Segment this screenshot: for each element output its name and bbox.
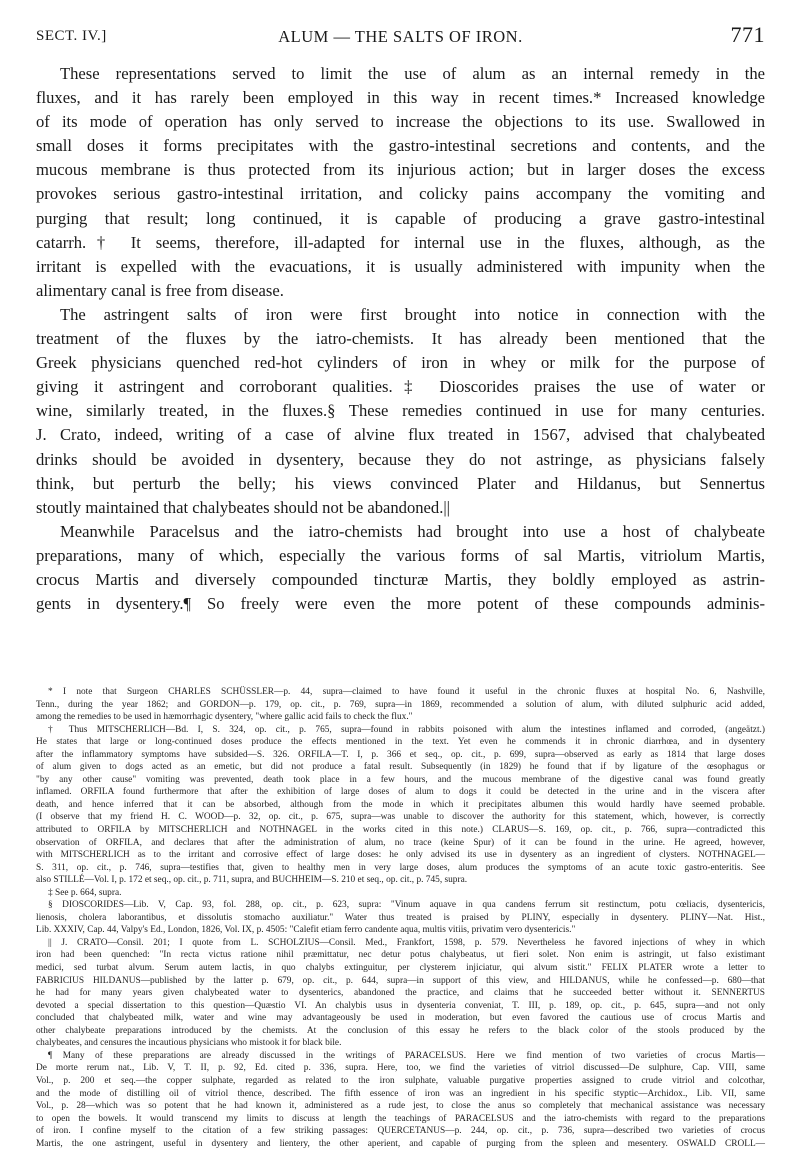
body-line: The astringent salts of iron were first brought into notice in connection with the bbox=[60, 304, 765, 324]
footnote-line: Vol., p. 28—which was so potent that he had known it, administered as a rude jest, to close the anus so completely that mechanical assistance was necessary bbox=[36, 1101, 765, 1112]
footnote-line: observation of ORFILA, and declares that after the administration of alum, no trace (keine Spur) of it can be found in the urine. He agreed, however, bbox=[36, 837, 765, 848]
footnotes bbox=[36, 686, 765, 1150]
page-number: 771 bbox=[730, 22, 765, 47]
body-line: J. Crato, indeed, writing of a case of alvine flux treated in 1567, advised that chalybeated bbox=[36, 425, 765, 445]
footnote bbox=[36, 724, 765, 887]
body-line: of its mode of operation has only served to increase the objections to its use. Swallowed in bbox=[36, 112, 765, 132]
footnote bbox=[36, 937, 765, 1050]
footnote-line: and the mode of distilling oil of vitriol thence, described. The fifth essence of iron was an ingredient in his specific styptic—Archidox., Lib. VII, same bbox=[36, 1088, 765, 1099]
body-line: wine, similarly treated, in the fluxes.§ These remedies continued in use for many centuries. bbox=[36, 401, 765, 421]
footnote-line: || J. CRATO—Consil. 201; I quote from L. SCHOLZIUS—Consil. Med., Frankfort, 1598, p. 579. Nevertheless he favored injections of whey in which bbox=[48, 937, 765, 948]
footnote-line: Vol., p. 200 et seq.—the copper sulphate, regarded as related to the iron sulphate, valuable purgative properties assigned to crude vitriol and colcothar, bbox=[36, 1075, 765, 1086]
footnote-line: "by any other cause" vomiting was prevented, death took place in a few hours, and the mucous membrane of the digestive canal was found greatly bbox=[36, 774, 765, 785]
footnote-line: Lib. XXXIV, Cap. 44, Valpy's Ed., London, 1826, Vol. IX, p. 4505: "Calefit etiam ferro candente aqua, multis vitiis, privatim vero dysentericis." bbox=[36, 925, 576, 936]
body-line: gents in dysentery.¶ So freely were even the more potent of these compounds adminis- bbox=[36, 594, 765, 614]
footnote-line: medici, sed turbat alvum. Serum autem lactis, in quo chalybs extinguitur, per clysterem injiciatur, qui alvum sistit." FELIX PLATER wrote a letter to bbox=[36, 963, 765, 974]
footnote-line: of alum given to dogs acted as an emetic, but did not produce a fatal result. Subsequently (in 1829) he found that if by ligature of the œsophagus or bbox=[36, 762, 765, 773]
section-label: SECT. IV.] bbox=[36, 28, 107, 44]
body-line: purging that result; long continued, it is capable of producing a grave gastro-intestinal bbox=[36, 208, 765, 228]
footnote bbox=[36, 899, 765, 937]
footnote-line: among the remedies to be used in hæmorrhagic dysentery, "where gallic acid fails to check the flux." bbox=[36, 712, 413, 723]
body-line: stoutly maintained that chalybeates should not be abandoned.|| bbox=[36, 497, 451, 517]
footnote-line: other chalybeate preparations introduced by the chemists. At the conclusion of this essay he refers to the black color of the stools produced by the bbox=[36, 1025, 765, 1036]
page bbox=[36, 22, 765, 616]
body-line: alimentary canal is free from disease. bbox=[36, 280, 284, 300]
body-line: Greek physicians quenched red-hot cylinders of iron in whey or milk for the purpose of bbox=[36, 353, 765, 373]
running-title: ALUM — THE SALTS OF IRON. bbox=[278, 27, 523, 46]
footnote-line: he had for many years given chalybeated water to dysenterics, abandoned the practice, and claims that he succeeded better without it. SENNERTUS bbox=[36, 988, 765, 999]
footnote-line: with MITSCHERLICH as to the irritant and corrosive effect of large doses: he only advised its use in dysentery as an ingredient of clysters. NOTHNAGEL— bbox=[36, 850, 765, 861]
footnote bbox=[36, 686, 765, 724]
body-line: small doses it forms precipitates with the gastro-intestinal secretions and contents, and the bbox=[36, 136, 765, 156]
footnote-line: De morte rerum nat., Lib. V, T. II, p. 92, Ed. cited p. 336, supra. Here, too, we find the varieties of vitriol discussed—De sulphure, Cap. VIII, same bbox=[36, 1063, 765, 1074]
body-line: These representations served to limit the use of alum as an internal remedy in the bbox=[60, 64, 765, 83]
footnote-line: chalybeates, and censures the incautious physicians who mistook it for black bile. bbox=[36, 1038, 342, 1049]
body-text bbox=[36, 62, 765, 616]
footnote-line: devoted a special dissertation to this question—Quæstio VI. An chalybis usus in dysenteria conveniat, T. III, p. 189, op. cit., p. 645, supra—and not only bbox=[36, 1000, 765, 1011]
body-line: Meanwhile Paracelsus and the iatro-chemists had brought into use a host of chalybeate bbox=[60, 521, 765, 541]
footnote-line: of iron. I confine myself to the citation of a few striking passages: QUERCETANUS—p. 244, op. cit., p. 736, supra—described two varieties of crocus bbox=[36, 1126, 765, 1137]
body-line: think, but perturb the belly; his views convinced Plater and Hildanus, but Sennertus bbox=[36, 473, 765, 493]
footnote-line: death, and hence inferred that it can be absorbed, although from the mode in which it precipitates albumen this would hardly have seemed probable. bbox=[36, 799, 765, 810]
body-line: irritant is expelled with the evacuations, it is usually administered with impunity when the bbox=[36, 256, 765, 276]
body-line: drinks should be avoided in dysentery, because they do not astringe, as physicians falsely bbox=[36, 449, 765, 469]
body-line: crocus Martis and diversely compounded tincturæ Martis, they boldly employed as astrin- bbox=[36, 569, 765, 589]
footnote-line: also STILLÉ—Vol. I, p. 172 et seq., op. cit., p. 711, supra, and BUCHHEIM—S. 210 et seq., op. cit., p. 745, supra. bbox=[36, 875, 468, 886]
footnote bbox=[36, 1050, 765, 1150]
footnote-line: iron had been quenched: "In recta victus ratione nihil præmittatur, nec detur potus chalybeatus, ut fieri solet. Non enim is astringit, ut falso existimant bbox=[36, 950, 765, 961]
footnote-line: S. 311, op. cit., p. 746, supra—testifies that, given to healthy men in very large doses, alum produces the symptoms of an acute toxic gastro-enteritis. See bbox=[36, 862, 765, 873]
footnote-line: * I note that Surgeon CHARLES SCHÜSSLER—p. 44, supra—claimed to have found it useful in the chronic fluxes at hospital No. 6, Nashville, bbox=[48, 687, 765, 697]
body-line: treatment of the fluxes by the iatro-chemists. It has already been mentioned that the bbox=[36, 329, 765, 349]
footnote bbox=[36, 887, 765, 900]
footnote-line: after the inflammatory symptoms have subsided—S. 326. ORFILA—T. I, p. 366 et seq., op. cit., p. 699, supra—observed as early as 1814 that large doses bbox=[36, 749, 765, 760]
footnote-line: FABRICIUS HILDANUS—published by the latter p. 679, op. cit., p. 644, supra—in support of this view, and HILDANUS, while he confessed—p. 680—that bbox=[36, 975, 765, 986]
footnote-line: Martis, the one astringent, useful in dysentery and lientery, the other aperient, and capable of purging from the spleen and mesentery. OSWALD CROLL— bbox=[36, 1138, 765, 1149]
footnote-line: attributed to ORFILA by MITSCHERLICH and NOTHNAGEL in the works cited in this note.) CLARUS—S. 169, op. cit., p. 766, supra—contradicted this bbox=[36, 825, 765, 836]
body-line: mucous membrane is thus protected from its injurious action; but in larger doses the excess bbox=[36, 160, 765, 180]
body-line: preparations, many of which, especially the various forms of sal Martis, vitriolum Martis, bbox=[36, 545, 765, 565]
footnote-line: lienosis, cholera laborantibus, et dissolutis stomacho auxiliatur." Water thus treated is praised by PLINY, especially in dysentery. PLINY—Nat. Hist., bbox=[36, 912, 765, 923]
footnote-line: ‡ See p. 664, supra. bbox=[48, 887, 122, 898]
footnote-line: concluded that chalybeated milk, water and wine may advantageously be used in moderation, but even favored the cautious use of crocus Martis and bbox=[36, 1013, 765, 1024]
footnote-line: to open the bowels. It would transcend my limits to discuss at length the teachings of PARACELSUS and the iatro-chemists with regard to the preparations bbox=[36, 1113, 765, 1124]
footnote-line: He states that large or long-continued doses produce the effects mentioned in the text. Yet even he commends it in chronic diarrhœa, and in dysentery bbox=[36, 737, 765, 748]
running-head bbox=[36, 22, 765, 62]
footnote-line: inflamed. ORFILA found furthermore that after the exhibition of large doses of alum to dogs it could be detected in the urine and in the viscera after bbox=[36, 787, 765, 798]
body-line: giving it astringent and corroborant qualities.‡ Dioscorides praises the use of water or bbox=[36, 377, 765, 397]
footnote-line: † Thus MITSCHERLICH—Bd. I, S. 324, op. cit., p. 765, supra—found in rabbits poisoned with alum the intestines inflamed and corroded, (angeätzt.) bbox=[48, 724, 765, 735]
footnote-line: § DIOSCORIDES—Lib. V, Cap. 93, fol. 288, op. cit., p. 623, supra: "Vinum aquave in qua candens ferrum sit restinctum, potu cœliacis, dysentericis, bbox=[48, 900, 765, 911]
body-line: fluxes, and it has rarely been employed in this way in recent times.* Increased knowledge bbox=[36, 88, 765, 108]
footnote-line: (I observe that my friend H. C. WOOD—p. 32, op. cit., p. 675, supra—was unable to discover the authority for this statement, which, however, is correctly bbox=[36, 812, 765, 823]
body-line: catarrh.† It seems, therefore, ill-adapted for internal use in the fluxes, although, as the bbox=[36, 232, 765, 252]
footnote-line: ¶ Many of these preparations are already discussed in the writings of PARACELSUS. Here we find mention of two varieties of crocus Martis— bbox=[48, 1050, 765, 1061]
body-line: provokes serious gastro-intestinal irritation, and colicky pains accompany the vomiting and bbox=[36, 184, 765, 204]
footnote-line: Tenn., during the year 1862; and GORDON—p. 179, op. cit., p. 769, supra—in 1869, recommended a solution of alum, with diluted sulphuric acid added, bbox=[36, 699, 765, 710]
